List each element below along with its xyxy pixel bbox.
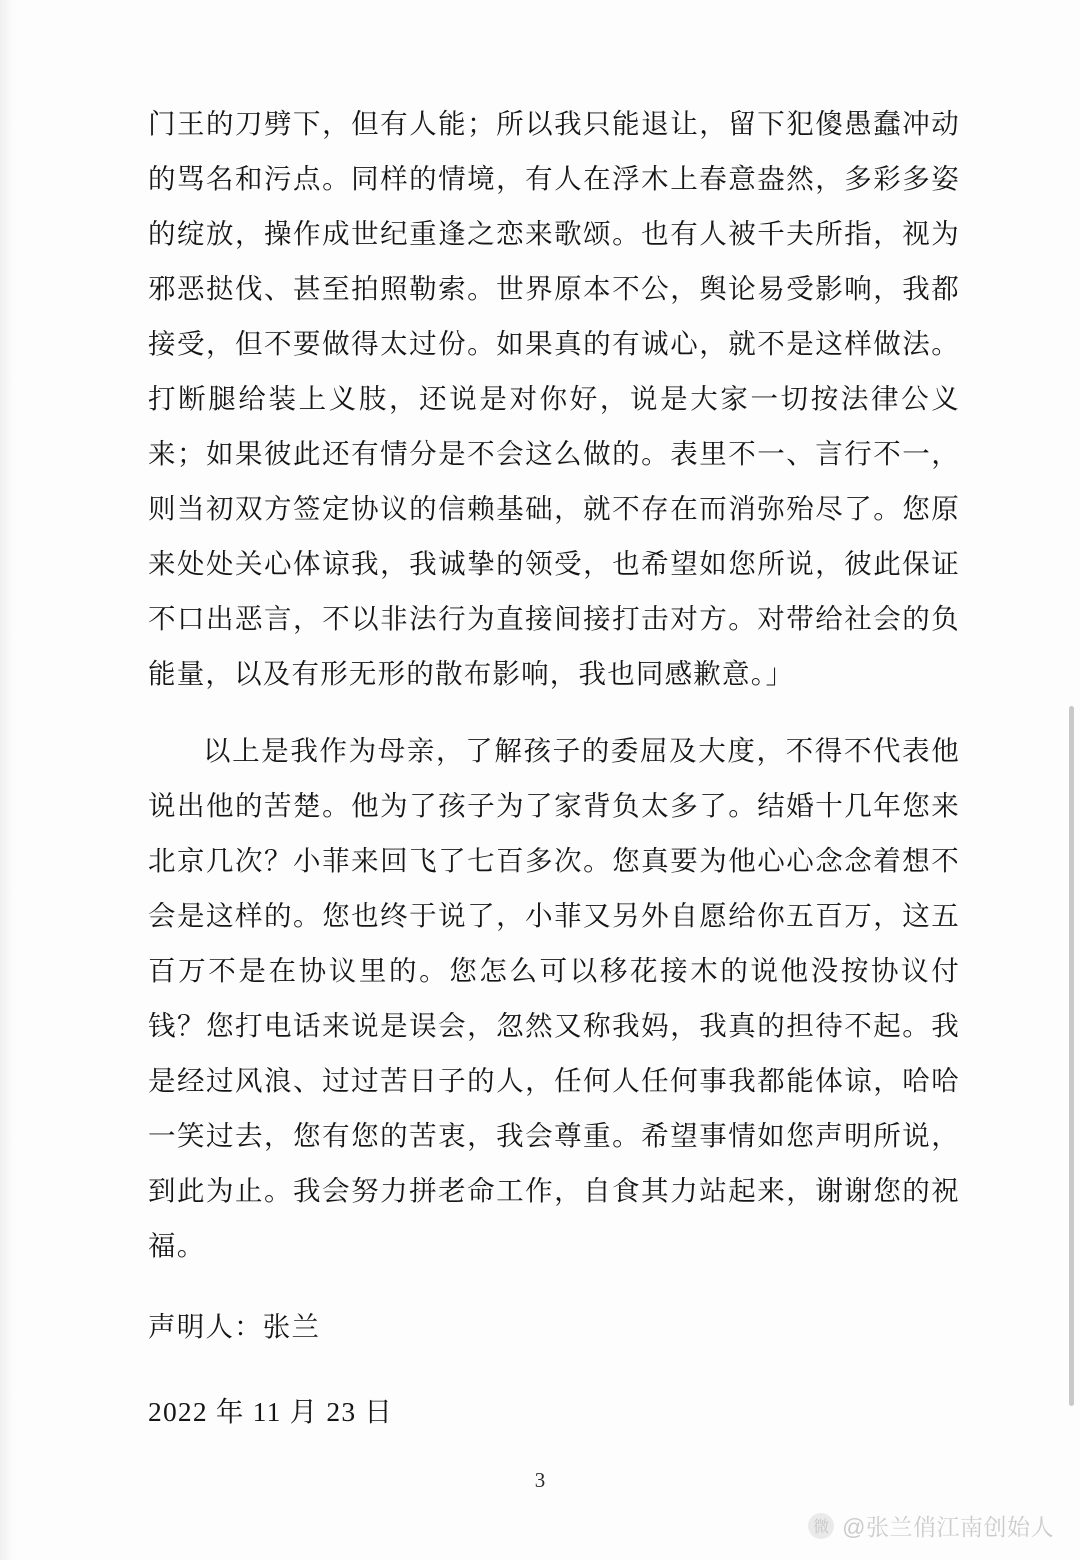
page-edge-shadow — [0, 0, 14, 1560]
signature-line: 声明人：张兰 — [148, 1311, 321, 1342]
scrollbar[interactable] — [1069, 706, 1074, 1406]
date-line: 2022 年 11 月 23 日 — [148, 1396, 394, 1427]
watermark — [808, 1509, 1054, 1542]
watermark-handle: @张兰俏江南创始人 — [842, 1514, 1054, 1540]
paragraph-2: 以上是我作为母亲，了解孩子的委屈及大度，不得不代表他说出他的苦楚。他为了孩子为了家背负太多了。结婚十几年您来北京几次？小菲来回飞了七百多次。您真要为他心心念念着想不会是这样的。您也终于说了，小菲又另外自愿给你五百万，这五百万不是在协议里的。您怎么可以移花接木的说他没按协议付钱？您打电话来说是误会，忽然又称我妈，我真的担待不起。我是经过风浪、过过苦日子的人，任何人任何事我都能体谅，哈哈一笑过去，您有您的苦衷，我会尊重。希望事情如您声明所说，到此为止。我会努力拼老命工作，自食其力站起来，谢谢您的祝福。 — [148, 735, 960, 1261]
document-body — [148, 96, 960, 1439]
weibo-icon: 微 — [808, 1513, 834, 1539]
paragraph-1: 门王的刀劈下，但有人能；所以我只能退让，留下犯傻愚蠢冲动的骂名和污点。同样的情境，有人在浮木上春意盎然，多彩多姿的绽放，操作成世纪重逢之恋来歌颂。也有人被千夫所指，视为邪恶挞伐、甚至拍照勒索。世界原本不公，舆论易受影响，我都接受，但不要做得太过份。如果真的有诚心，就不是这样做法。打断腿给装上义肢，还说是对你好，说是大家一切按法律公义来；如果彼此还有情分是不会这么做的。表里不一、言行不一，则当初双方签定协议的信赖基础，就不存在而消弥殆尽了。您原来处处关心体谅我，我诚挚的领受，也希望如您所说，彼此保证不口出恶言，不以非法行为直接间接打击对方。对带给社会的负能量，以及有形无形的散布影响，我也同感歉意。」 — [148, 108, 960, 689]
page-number: 3 — [534, 1468, 546, 1492]
